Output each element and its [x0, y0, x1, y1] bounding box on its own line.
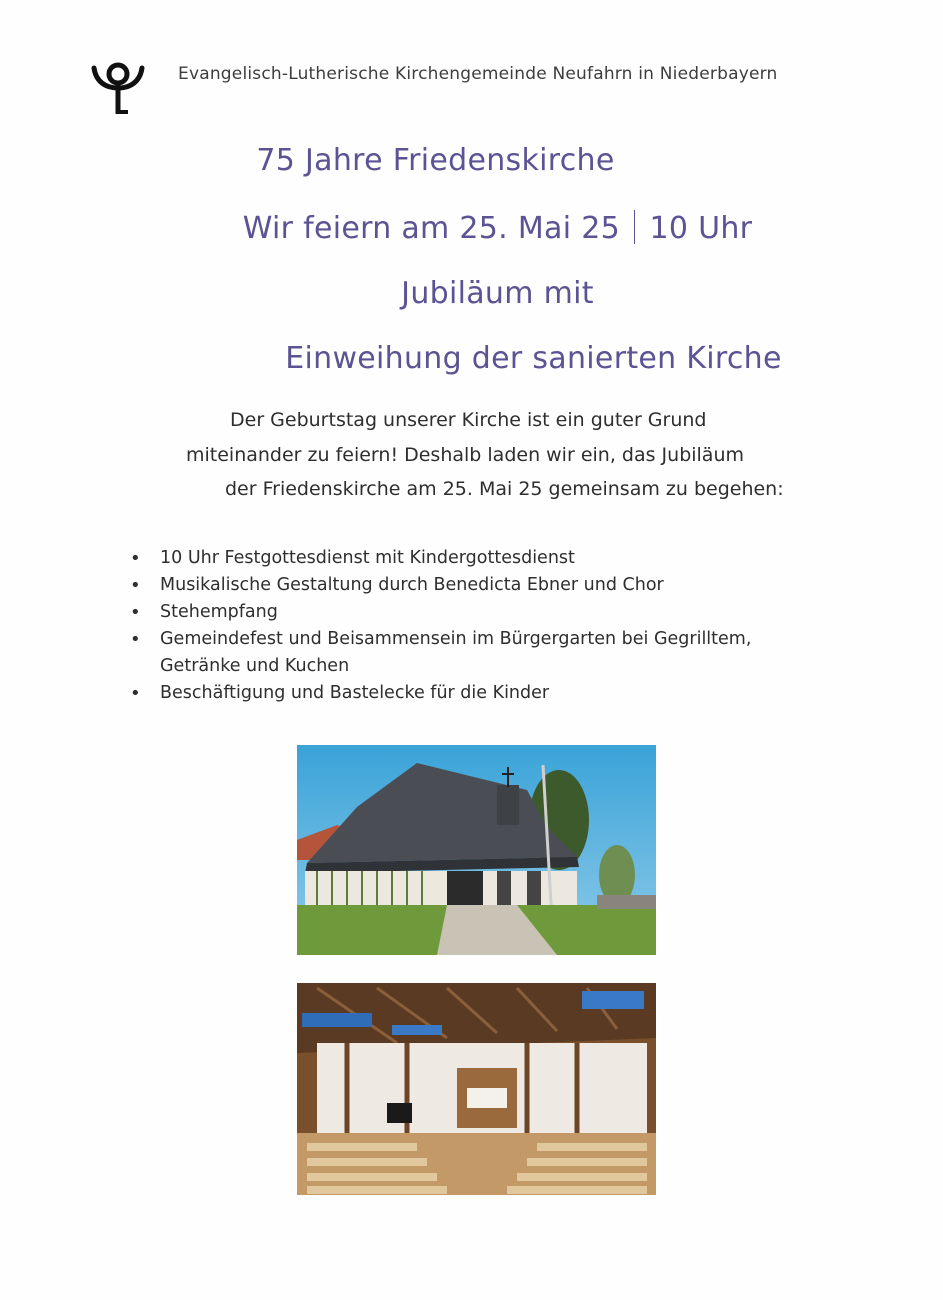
church-exterior-photo — [297, 745, 656, 955]
headline-date — [26, 210, 943, 246]
program-item: • Stehempfang — [130, 599, 850, 626]
church-interior-photo — [297, 983, 656, 1195]
organization-name: Evangelisch-Lutherische Kirchengemeinde Neufahrn in Niederbayern — [178, 64, 778, 84]
intro-paragraph — [170, 403, 810, 507]
program-item: • Beschäftigung und Bastelecke für die Kinder — [130, 680, 850, 707]
church-logo-icon — [88, 60, 148, 120]
headline-anniversary: 75 Jahre Friedenskirche — [256, 143, 615, 178]
program-list — [130, 545, 850, 707]
headline-jubilee: Jubiläum mit — [401, 276, 594, 311]
program-item: • Musikalische Gestaltung durch Benedicta Ebner und Chor — [130, 572, 850, 599]
intro-line: miteinander zu feiern! Deshalb laden wir ein, das Jubiläum — [186, 443, 745, 466]
program-item: • 10 Uhr Festgottesdienst mit Kindergottesdienst — [130, 545, 850, 572]
intro-line: Der Geburtstag unserer Kirche ist ein guter Grund — [230, 409, 707, 431]
program-item: • Gemeindefest und Beisammensein im Bürgergarten bei Gegrilltem, Getränke und Kuchen — [130, 626, 820, 680]
separator — [634, 210, 636, 244]
headline-inauguration: Einweihung der sanierten Kirche — [285, 341, 782, 376]
headline-time-text: 10 Uhr — [649, 211, 753, 246]
intro-line: der Friedenskirche am 25. Mai 25 gemeinsam zu begehen: — [225, 478, 784, 500]
headline-date-text: Wir feiern am 25. Mai 25 — [242, 211, 620, 246]
